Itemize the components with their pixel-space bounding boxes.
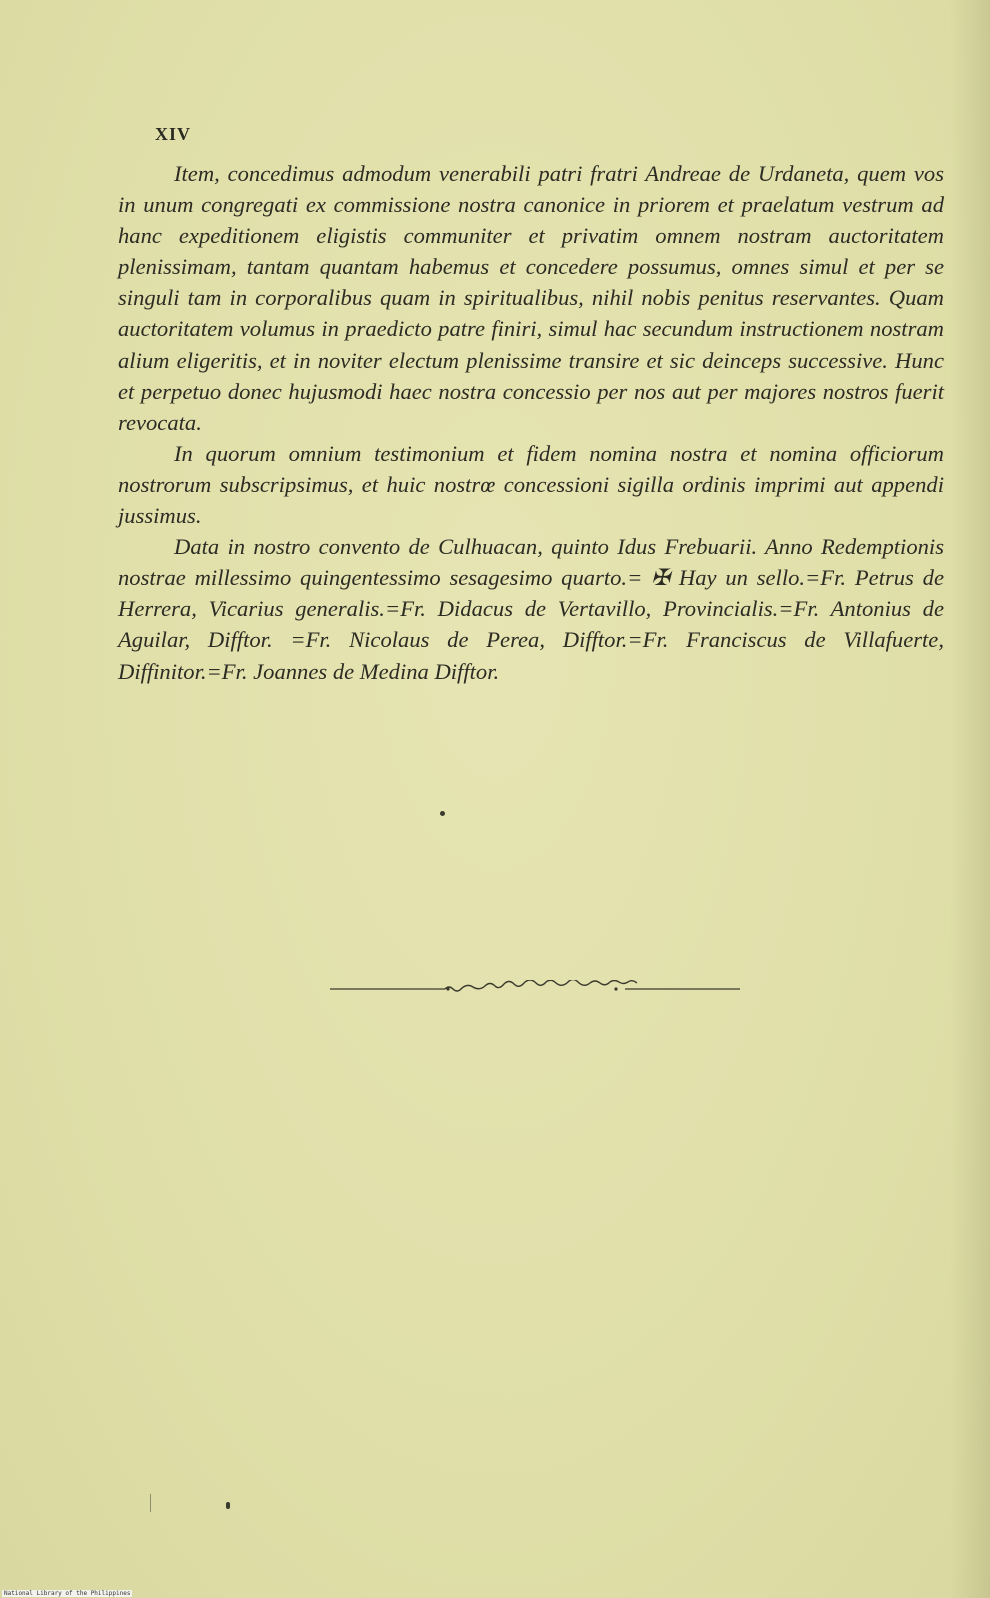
paragraph-concession: Item, concedimus admodum venerabili patri fratri Andreae de Urdaneta, quem vos in unum congregati ex commissione nostra canonice in priorem et praelatum vestrum ad hanc expeditionem eligistis communiter et privatim omnem nostram auctoritatem plenissimam, tantam quantam habemus et concedere possumus, omnes simul et per se singuli tam in corporalibus quam in spiritualibus, nihil nobis penitus reservantes. Quam auctoritatem volumus in praedicto patre finiri, simul hac secundum instructionem nostram alium eligeritis, et in noviter electum plenissime transire et sic deinceps successive. Hunc et perpetuo donec hujusmodi haec nostra concessio per nos aut per majores nostros fuerit revocata. [118,161,944,435]
page-edge-shadow [950,0,990,1598]
ink-speck [440,811,445,816]
source-footer: National Library of the Philippines [4,1590,131,1597]
document-body [118,158,944,687]
page-number: XIV [155,124,192,144]
paragraph-signatures: Data in nostro convento de Culhuacan, quinto Idus Frebuarii. Anno Redemptionis nostrae millessimo quingentessimo sesagesimo quarto.= ✠ Hay un sello.=Fr. Petrus de Herrera, Vicarius generalis.=Fr. Didacus de Vertavillo, Provincialis.=Fr. Antonius de Aguilar, Difftor. =Fr. Nicolaus de Perea, Difftor.=Fr. Franciscus de Villafuerte, Diffinitor.=Fr. Joannes de Medina Difftor. [118,534,944,684]
page-mark [150,1494,151,1512]
ink-speck [226,1502,230,1509]
paragraph-testimony: In quorum omnium testimonium et fidem nomina nostra et nomina officiorum nostrorum subscripsimus, et huic nostrœ concessioni sigilla ordinis imprimi aut appendi jussimus. [118,440,944,529]
ornamental-rule-icon [330,980,740,998]
